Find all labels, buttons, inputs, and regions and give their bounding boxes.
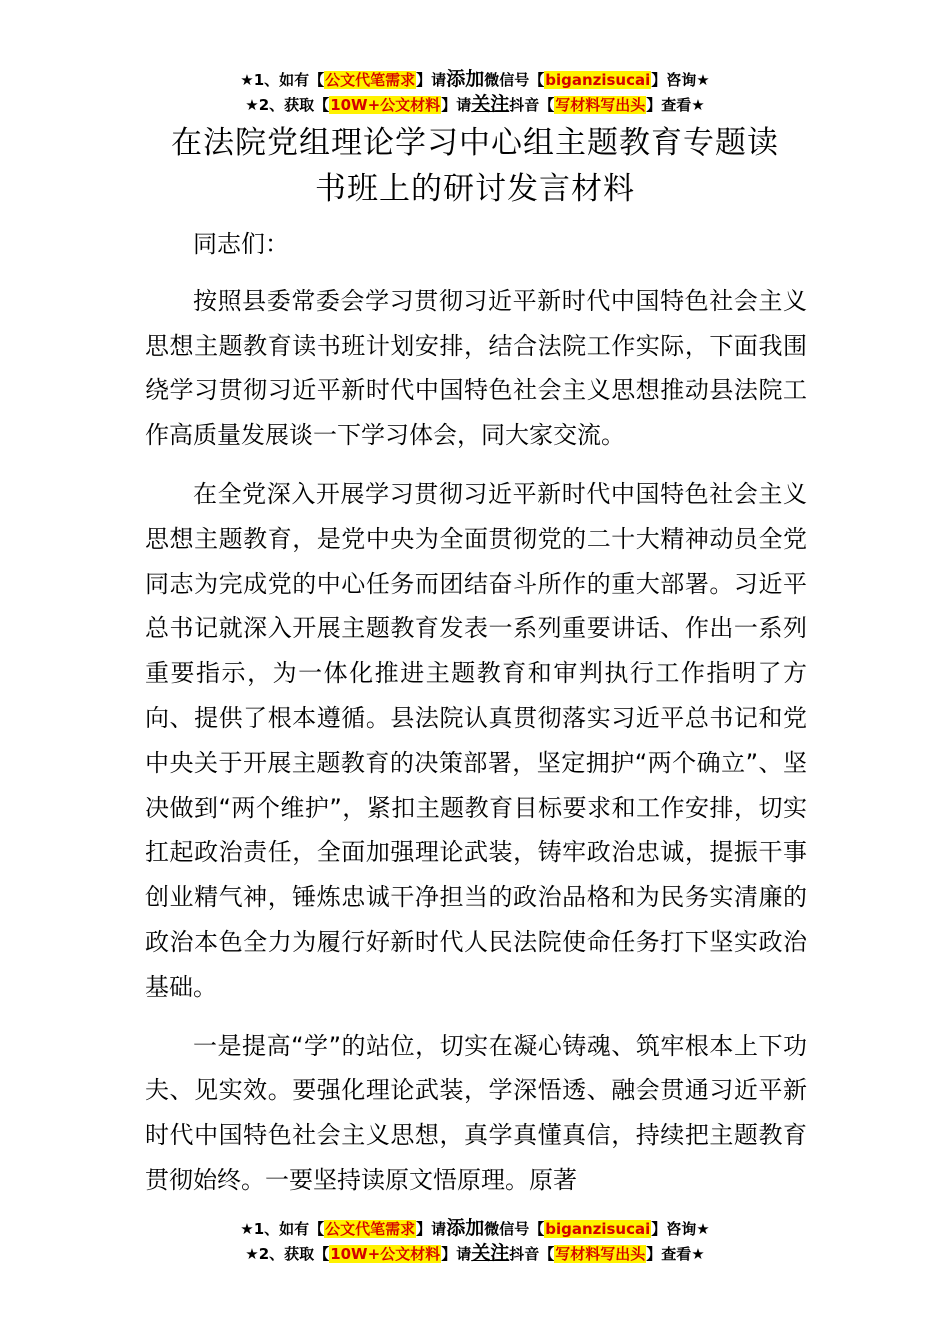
highlight-douyin-account: 写材料写出头 bbox=[555, 1245, 646, 1263]
star-icon: ★ bbox=[245, 96, 259, 114]
highlight-douyin-account: 写材料写出头 bbox=[555, 96, 646, 114]
highlight-materials: 10W+公文材料 bbox=[330, 1245, 441, 1263]
promo-line-2 bbox=[0, 92, 950, 117]
paragraph-2: 在全党深入开展学习贯彻习近平新时代中国特色社会主义思想主题教育，是党中央为全面贯彻党的二十大精神动员全党同志为完成党的中心任务而团结奋斗所作的重大部署。习近平总书记就深入开展主题教育发表一系列重要讲话、作出一系列重要指示，为一体化推进主题教育和审判执行工作指明了方向、提供了根本遵循。县法院认真贯彻落实习近平总书记和党中央关于开展主题教育的决策部署，坚定拥护“两个确立”、坚决做到“两个维护”，紧扣主题教育目标要求和工作安排，切实扛起政治责任，全面加强理论武装，铸牢政治忠诚，提振干事创业精气神，锤炼忠诚干净担当的政治品格和为民务实清廉的政治本色全力为履行好新时代人民法院使命任务打下坚实政治基础。 bbox=[145, 479, 807, 1001]
promo-text: 】请 bbox=[441, 96, 472, 114]
promo-line-1 bbox=[0, 67, 950, 92]
promo-text: 】请 bbox=[416, 71, 447, 89]
promo-text: 抖音【 bbox=[509, 1245, 555, 1263]
title-line-2: 书班上的研讨发言材料 bbox=[315, 171, 635, 207]
paragraph-3: 一是提高“学”的站位，切实在凝心铸魂、筑牢根本上下功夫、见实效。要强化理论武装，学深悟透、融会贯通习近平新时代中国特色社会主义思想，真学真懂真信，持续把主题教育贯彻始终。一要坚持读原文悟原理。原著 bbox=[145, 1031, 807, 1194]
promo-emphasis: 添加 bbox=[446, 1217, 485, 1239]
promo-text: 】咨询★ bbox=[651, 71, 710, 89]
promo-text: 2、获取【 bbox=[258, 1245, 330, 1263]
highlight-service: 公文代笔需求 bbox=[325, 1220, 416, 1238]
promo-line-2 bbox=[0, 1241, 950, 1266]
star-icon: ★ bbox=[245, 1245, 259, 1263]
document-title bbox=[145, 120, 805, 212]
promo-text: 微信号【 bbox=[484, 1220, 545, 1238]
promo-text: 】咨询★ bbox=[651, 1220, 710, 1238]
star-icon: ★ bbox=[240, 1220, 254, 1238]
highlight-wechat-id: biganzisucai bbox=[545, 1220, 651, 1238]
highlight-service: 公文代笔需求 bbox=[325, 71, 416, 89]
title-line-1: 在法院党组理论学习中心组主题教育专题读 bbox=[171, 125, 779, 161]
promo-text: 1、如有【 bbox=[253, 1220, 325, 1238]
promo-emphasis: 关注 bbox=[471, 1242, 510, 1264]
highlight-wechat-id: biganzisucai bbox=[545, 71, 651, 89]
highlight-materials: 10W+公文材料 bbox=[330, 96, 441, 114]
promo-emphasis: 添加 bbox=[446, 68, 485, 90]
promo-text: 】请 bbox=[441, 1245, 472, 1263]
promo-line-1 bbox=[0, 1216, 950, 1241]
promo-text: 微信号【 bbox=[484, 71, 545, 89]
promo-text: 1、如有【 bbox=[253, 71, 325, 89]
paragraph-1: 按照县委常委会学习贯彻习近平新时代中国特色社会主义思想主题教育读书班计划安排，结合法院工作实际，下面我围绕学习贯彻习近平新时代中国特色社会主义思想推动县法院工作高质量发展谈一下学习体会，同大家交流。 bbox=[145, 286, 807, 450]
promo-text: 抖音【 bbox=[509, 96, 555, 114]
bottom-promo-banner bbox=[0, 1216, 950, 1266]
greeting: 同志们： bbox=[193, 230, 289, 258]
promo-text: 】查看★ bbox=[646, 1245, 705, 1263]
promo-text: 】查看★ bbox=[646, 96, 705, 114]
document-body bbox=[145, 222, 807, 1217]
star-icon: ★ bbox=[240, 71, 254, 89]
promo-text: 】请 bbox=[416, 1220, 447, 1238]
promo-emphasis: 关注 bbox=[471, 93, 510, 115]
top-promo-banner bbox=[0, 67, 950, 117]
promo-text: 2、获取【 bbox=[258, 96, 330, 114]
